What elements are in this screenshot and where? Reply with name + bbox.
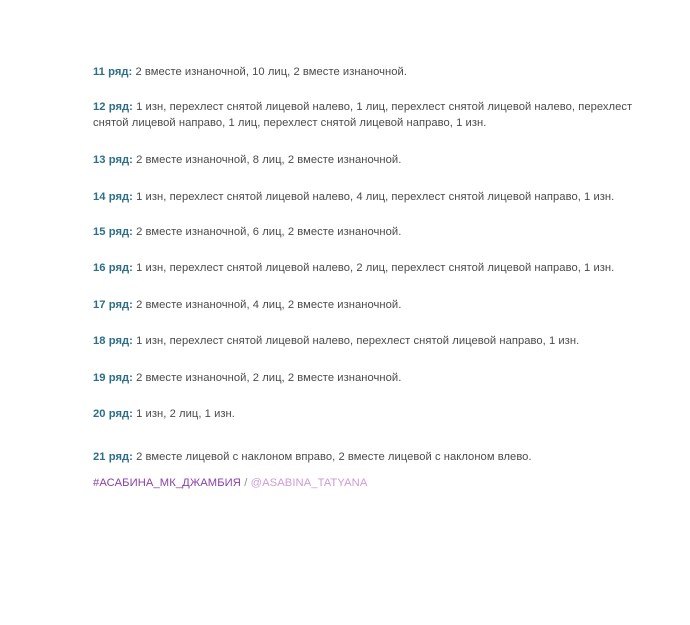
row-18-instruction (93, 333, 633, 349)
row-15-label: 15 ряд: (93, 226, 133, 238)
row-12-instruction (93, 99, 633, 131)
row-12-text: 1 изн, перехлест снятой лицевой налево, 1 лиц, перехлест снятой лицевой налево, перехлест снятой лицевой направо, 1 лиц, перехлест снятой лицевой направо, 1 изн. (93, 101, 633, 129)
author-tags (93, 475, 633, 491)
hashtag-link[interactable]: #АСАБИНА_МК_ДЖАМБИЯ (93, 477, 241, 489)
row-15-instruction (93, 224, 633, 240)
row-16-instruction (93, 260, 633, 276)
row-21-text: 2 вместе лицевой с наклоном вправо, 2 вместе лицевой с наклоном влево. (132, 451, 532, 463)
row-11-instruction (93, 64, 633, 80)
row-21-label: 21 ряд: (93, 451, 133, 463)
row-17-text: 2 вместе изнаночной, 4 лиц, 2 вместе изнаночной. (132, 299, 402, 311)
row-16-label: 16 ряд: (93, 262, 133, 274)
row-20-text: 1 изн, 2 лиц, 1 изн. (132, 408, 235, 420)
row-11-text: 2 вместе изнаночной, 10 лиц, 2 вместе изнаночной. (132, 66, 408, 78)
row-15-text: 2 вместе изнаночной, 6 лиц, 2 вместе изнаночной. (132, 226, 402, 238)
row-18-text: 1 изн, перехлест снятой лицевой налево, перехлест снятой лицевой направо, 1 изн. (132, 335, 580, 347)
row-14-label: 14 ряд: (93, 191, 133, 203)
row-13-text: 2 вместе изнаночной, 8 лиц, 2 вместе изнаночной. (132, 154, 402, 166)
row-12-label: 12 ряд: (93, 101, 133, 113)
username-link[interactable]: @ASABINA_TATYANA (250, 477, 368, 489)
row-11-label: 11 ряд: (93, 66, 133, 78)
row-20-instruction (93, 406, 633, 422)
row-19-label: 19 ряд: (93, 372, 133, 384)
row-18-label: 18 ряд: (93, 335, 133, 347)
row-13-label: 13 ряд: (93, 154, 133, 166)
row-16-text: 1 изн, перехлест снятой лицевой налево, 2 лиц, перехлест снятой лицевой направо, 1 изн. (132, 262, 615, 274)
row-21-instruction (93, 449, 633, 465)
row-14-instruction (93, 189, 633, 205)
tag-separator: / (241, 477, 251, 489)
row-13-instruction (93, 152, 633, 168)
row-14-text: 1 изн, перехлест снятой лицевой налево, 4 лиц, перехлест снятой лицевой направо, 1 изн. (132, 191, 615, 203)
row-19-instruction (93, 370, 633, 386)
row-19-text: 2 вместе изнаночной, 2 лиц, 2 вместе изнаночной. (132, 372, 402, 384)
row-17-instruction (93, 297, 633, 313)
row-17-label: 17 ряд: (93, 299, 133, 311)
knitting-instructions (93, 64, 633, 491)
row-20-label: 20 ряд: (93, 408, 133, 420)
